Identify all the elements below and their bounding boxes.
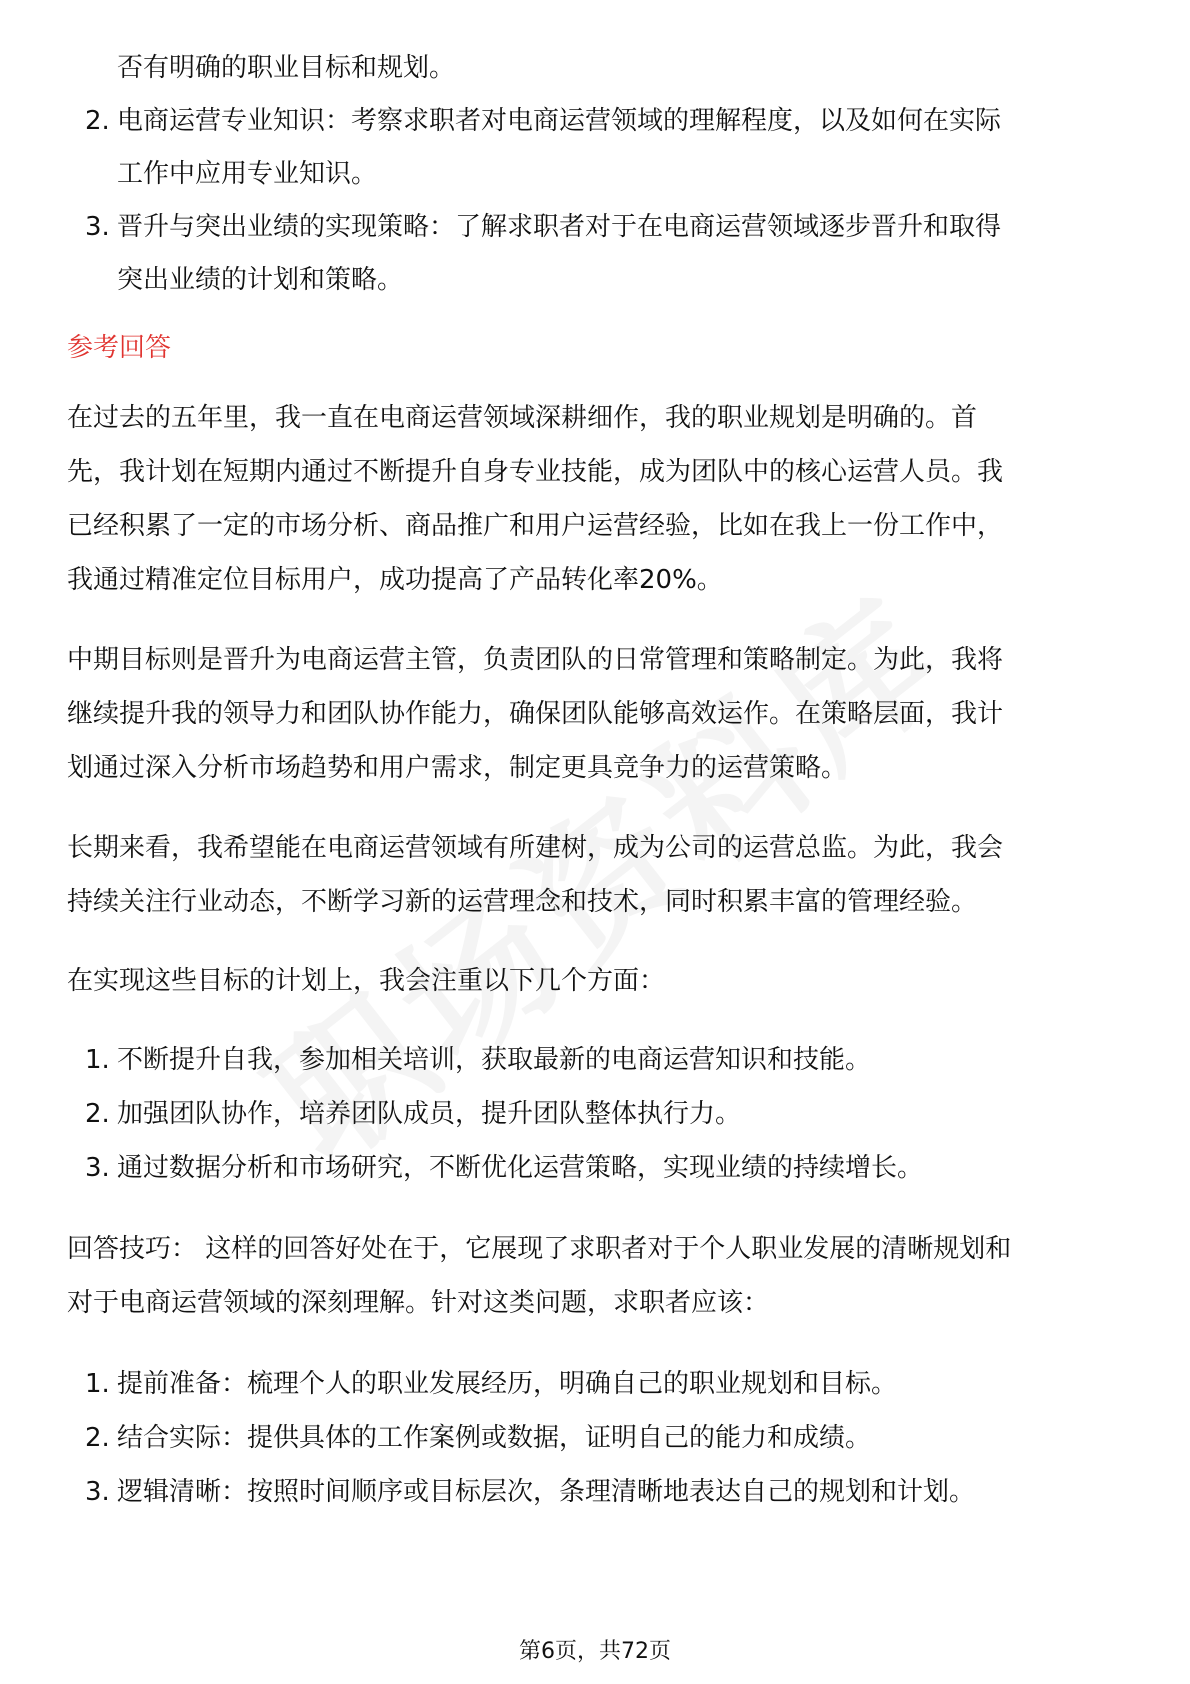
list-item-text: 工作中应用专业知识。 xyxy=(117,159,378,189)
paragraph-line xyxy=(0,442,1190,502)
paragraph-line xyxy=(0,951,1190,1011)
list-item-text: 提前准备：梳理个人的职业发展经历，明确自己的职业规划和目标。 xyxy=(117,1369,898,1399)
paragraph-line xyxy=(0,818,1190,878)
list-item xyxy=(0,1462,1190,1522)
section-heading-text: 参考回答 xyxy=(67,333,172,363)
list-item-text: 否有明确的职业目标和规划。 xyxy=(117,53,456,83)
list-item-continuation xyxy=(0,144,1190,204)
list-item-number: 1. xyxy=(85,1369,110,1399)
list-item-text: 结合实际：提供具体的工作案例或数据，证明自己的能力和成绩。 xyxy=(117,1423,872,1453)
list-item-number: 2. xyxy=(85,1423,110,1453)
paragraph-line xyxy=(0,550,1190,610)
list-item-continuation xyxy=(0,250,1190,310)
list-item xyxy=(0,197,1190,257)
list-item-number: 2. xyxy=(85,106,110,136)
list-item-number: 3. xyxy=(85,1153,110,1183)
list-item xyxy=(0,1408,1190,1468)
list-item-text: 突出业绩的计划和策略。 xyxy=(117,265,404,295)
paragraph-line xyxy=(0,630,1190,690)
list-item xyxy=(0,1030,1190,1090)
list-item xyxy=(0,1138,1190,1198)
list-item-text: 电商运营专业知识：考察求职者对电商运营领域的理解程度，以及如何在实际 xyxy=(117,106,1002,136)
list-item-text: 不断提升自我，参加相关培训，获取最新的电商运营知识和技能。 xyxy=(117,1045,872,1075)
list-item xyxy=(0,1354,1190,1414)
paragraph-text: 继续提升我的领导力和团队协作能力，确保团队能够高效运作。在策略层面，我计 xyxy=(67,699,1004,729)
paragraph-text: 回答技巧： 这样的回答好处在于，它展现了求职者对于个人职业发展的清晰规划和 xyxy=(67,1234,1012,1264)
list-item-number: 2. xyxy=(85,1099,110,1129)
section-heading xyxy=(0,318,1190,378)
paragraph-line xyxy=(0,388,1190,448)
list-item-number: 1. xyxy=(85,1045,110,1075)
list-item-number: 3. xyxy=(85,212,110,242)
paragraph-text: 在过去的五年里，我一直在电商运营领域深耕细作，我的职业规划是明确的。首 xyxy=(67,403,978,433)
list-item-text: 晋升与突出业绩的实现策略：了解求职者对于在电商运营领域逐步晋升和取得 xyxy=(117,212,1002,242)
paragraph-text: 对于电商运营领域的深刻理解。针对这类问题，求职者应该： xyxy=(67,1288,770,1318)
list-item xyxy=(0,1084,1190,1144)
list-item-number: 3. xyxy=(85,1477,110,1507)
list-item-text: 逻辑清晰：按照时间顺序或目标层次，条理清晰地表达自己的规划和计划。 xyxy=(117,1477,976,1507)
paragraph-text: 划通过深入分析市场趋势和用户需求，制定更具竞争力的运营策略。 xyxy=(67,753,848,783)
paragraph-text: 中期目标则是晋升为电商运营主管，负责团队的日常管理和策略制定。为此，我将 xyxy=(67,645,1004,675)
paragraph-line xyxy=(0,1273,1190,1333)
list-item-text: 加强团队协作，培养团队成员，提升团队整体执行力。 xyxy=(117,1099,742,1129)
list-item-text: 通过数据分析和市场研究，不断优化运营策略，实现业绩的持续增长。 xyxy=(117,1153,924,1183)
paragraph-text: 在实现这些目标的计划上，我会注重以下几个方面： xyxy=(67,966,666,996)
paragraph-line xyxy=(0,1219,1190,1279)
list-item-continuation xyxy=(0,38,1190,98)
list-item xyxy=(0,91,1190,151)
paragraph-text: 已经积累了一定的市场分析、商品推广和用户运营经验，比如在我上一份工作中， xyxy=(67,511,1004,541)
paragraph-text: 长期来看，我希望能在电商运营领域有所建树，成为公司的运营总监。为此，我会 xyxy=(67,833,1004,863)
paragraph-text: 持续关注行业动态，不断学习新的运营理念和技术，同时积累丰富的管理经验。 xyxy=(67,887,978,917)
page-number: 第6页，共72页 xyxy=(519,1639,671,1664)
paragraph-line xyxy=(0,496,1190,556)
paragraph-line xyxy=(0,738,1190,798)
paragraph-text: 先，我计划在短期内通过不断提升自身专业技能，成为团队中的核心运营人员。我 xyxy=(67,457,1004,487)
paragraph-line xyxy=(0,872,1190,932)
paragraph-text: 我通过精准定位目标用户，成功提高了产品转化率20%。 xyxy=(67,565,723,595)
paragraph-line xyxy=(0,684,1190,744)
